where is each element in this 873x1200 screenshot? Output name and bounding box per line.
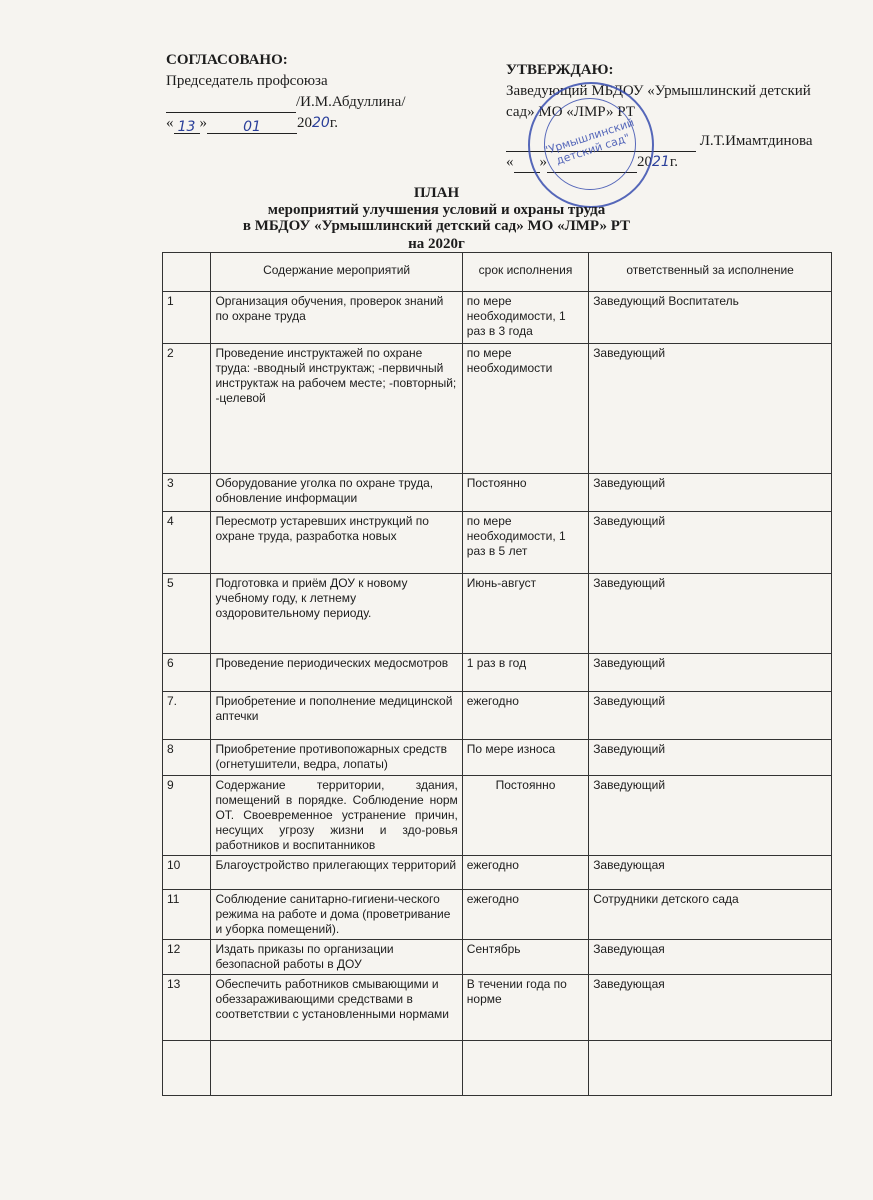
row-activity: Подготовка и приём ДОУ к новому учебному году, к летнему оздоровительному периоду. xyxy=(211,574,462,654)
date-year-end: г. xyxy=(329,115,339,131)
row-responsible: Заведующий xyxy=(589,654,832,692)
approve-title: УТВЕРЖДАЮ: xyxy=(506,62,614,78)
agreed-title: СОГЛАСОВАНО: xyxy=(166,52,288,68)
table-row xyxy=(163,856,832,890)
header-num xyxy=(163,253,211,292)
date-year-suffix: 20 xyxy=(312,115,330,131)
row-num: 10 xyxy=(163,856,211,890)
row-activity: Приобретение и пополнение медицинской аптечки xyxy=(211,692,462,740)
row-num: 12 xyxy=(163,940,211,975)
table-row xyxy=(163,292,832,344)
approve-line2: сад» МО «ЛМР» РТ xyxy=(506,104,635,120)
row-term: По мере износа xyxy=(462,740,588,776)
row-num: 6 xyxy=(163,654,211,692)
table-row xyxy=(163,474,832,512)
row-term: Постоянно xyxy=(462,776,588,856)
date-quote-open: « xyxy=(506,154,514,170)
agreed-block xyxy=(166,50,466,134)
row-responsible: Заведующий xyxy=(589,512,832,574)
row-term: по мере необходимости, 1 раз в 5 лет xyxy=(462,512,588,574)
row-num: 4 xyxy=(163,512,211,574)
plan-organization: в МБДОУ «Урмышлинский детский сад» МО «ЛМР» РТ xyxy=(242,218,631,234)
row-activity: Соблюдение санитарно-гигиени-ческого режима на работе и дома (проветривание и уборка помещений). xyxy=(211,890,462,940)
header-responsible: ответственный за исполнение xyxy=(589,253,832,292)
row-term: Постоянно xyxy=(462,474,588,512)
table-row xyxy=(163,574,832,654)
approve-line1: Заведующий МБДОУ «Урмышлинский детский xyxy=(506,83,811,99)
date-day: 13 xyxy=(174,117,200,134)
row-responsible: Заведующий xyxy=(589,740,832,776)
table-row xyxy=(163,890,832,940)
row-activity: Приобретение противопожарных средств (огнетушители, ведра, лопаты) xyxy=(211,740,462,776)
row-responsible: Заведующий xyxy=(589,344,832,474)
date-quote-close: » xyxy=(539,154,547,170)
row-num: 2 xyxy=(163,344,211,474)
row-responsible: Заведующий xyxy=(589,574,832,654)
date-year-end: г. xyxy=(669,154,679,170)
row-responsible: Заведующий Воспитатель xyxy=(589,292,832,344)
plan-year: на 2020г xyxy=(408,236,465,252)
plan-title: ПЛАН xyxy=(413,185,460,201)
agreed-date xyxy=(166,113,466,134)
table-row xyxy=(163,776,832,856)
row-num: 7. xyxy=(163,692,211,740)
row-term: ежегодно xyxy=(462,856,588,890)
row-responsible: Заведующий xyxy=(589,776,832,856)
row-num: 13 xyxy=(163,975,211,1041)
row-activity: Обеспечить работников смывающими и обеззараживающими средствами в соответствии с установленными нормами xyxy=(211,975,462,1041)
row-term: В течении года по норме xyxy=(462,975,588,1041)
row-activity: Проведение инструктажей по охране труда: -вводный инструктаж; -первичный инструктаж на рабочем месте; -повторный; -целевой xyxy=(211,344,462,474)
row-term: по мере необходимости, 1 раз в 3 года xyxy=(462,292,588,344)
stamp-text: "Урмышлинский детский сад" xyxy=(542,116,636,168)
row-term: Сентябрь xyxy=(462,940,588,975)
date-month: 01 xyxy=(207,117,297,134)
row-responsible: Заведующий xyxy=(589,692,832,740)
row-responsible: Заведующая xyxy=(589,856,832,890)
row-responsible: Сотрудники детского сада xyxy=(589,890,832,940)
row-responsible: Заведующая xyxy=(589,940,832,975)
row-num: 5 xyxy=(163,574,211,654)
row-num: 11 xyxy=(163,890,211,940)
table-row xyxy=(163,740,832,776)
table-row xyxy=(163,975,832,1041)
row-num: 1 xyxy=(163,292,211,344)
row-activity: Оборудование уголка по охране труда, обновление информации xyxy=(211,474,462,512)
row-empty-cell xyxy=(462,1041,588,1096)
plan-table xyxy=(162,252,832,1096)
header-activity: Содержание мероприятий xyxy=(211,253,462,292)
row-activity: Проведение периодических медосмотров xyxy=(211,654,462,692)
row-activity: Издать приказы по организации безопасной работы в ДОУ xyxy=(211,940,462,975)
agreed-position: Председатель профсоюза xyxy=(166,73,328,89)
date-year-prefix: 20 xyxy=(297,115,312,131)
table-row xyxy=(163,512,832,574)
row-term: ежегодно xyxy=(462,692,588,740)
row-term: 1 раз в год xyxy=(462,654,588,692)
row-activity: Пересмотр устаревших инструкций по охране труда, разработка новых xyxy=(211,512,462,574)
plan-subtitle: мероприятий улучшения условий и охраны труда xyxy=(267,202,606,218)
row-term: Июнь-август xyxy=(462,574,588,654)
row-activity: Благоустройство прилегающих территорий xyxy=(211,856,462,890)
date-year-prefix: 20 xyxy=(637,154,652,170)
signature-line xyxy=(166,96,296,113)
row-activity: Содержание территории, здания, помещений в порядке. Соблюдение норм ОТ. Своевременное устранение причин, несущих угрозу жизни и здо-ровья работников и воспитанников xyxy=(211,776,462,856)
table-header-row xyxy=(163,253,832,292)
date-year-suffix: 21 xyxy=(652,154,670,170)
table-row-empty xyxy=(163,1041,832,1096)
row-activity: Организация обучения, проверок знаний по охране труда xyxy=(211,292,462,344)
agreed-name: /И.М.Абдуллина/ xyxy=(296,94,406,110)
row-empty-cell xyxy=(589,1041,832,1096)
agreed-signature-line xyxy=(166,92,466,113)
row-responsible: Заведующая xyxy=(589,975,832,1041)
row-empty-cell xyxy=(163,1041,211,1096)
table-row xyxy=(163,692,832,740)
table-row xyxy=(163,940,832,975)
table-row xyxy=(163,654,832,692)
row-term: по мере необходимости xyxy=(462,344,588,474)
approve-name: Л.Т.Имамтдинова xyxy=(699,133,813,149)
row-num: 8 xyxy=(163,740,211,776)
row-responsible: Заведующий xyxy=(589,474,832,512)
header-term: срок исполнения xyxy=(462,253,588,292)
row-num: 9 xyxy=(163,776,211,856)
row-empty-cell xyxy=(211,1041,462,1096)
date-quote-open: « xyxy=(166,115,174,131)
table-row xyxy=(163,344,832,474)
date-quote-close: » xyxy=(199,115,207,131)
row-num: 3 xyxy=(163,474,211,512)
row-term: ежегодно xyxy=(462,890,588,940)
